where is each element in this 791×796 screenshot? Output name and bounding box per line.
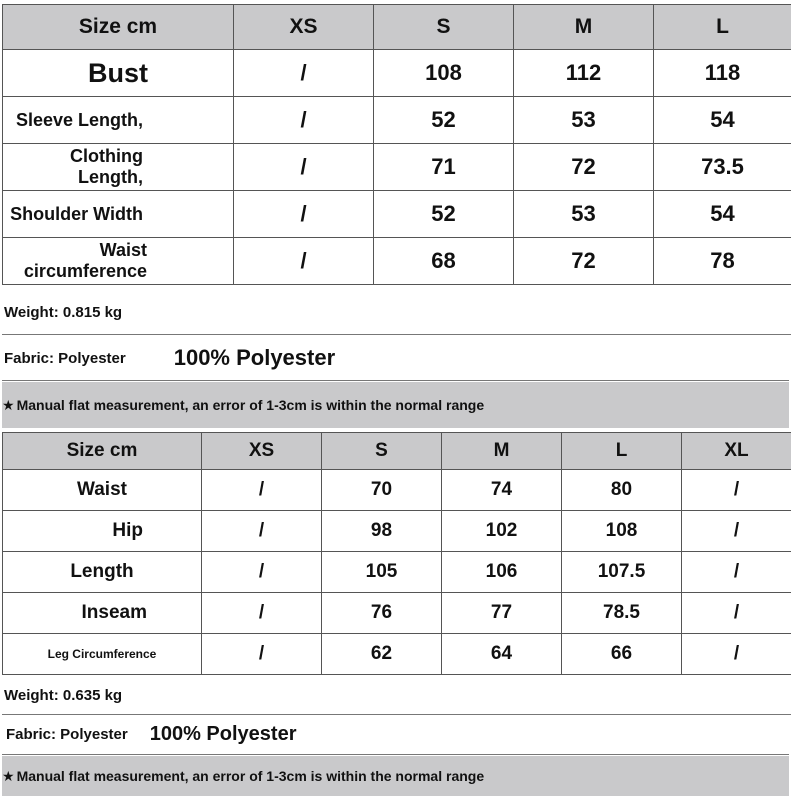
table-cell: 76 [322, 593, 442, 634]
header-cell: XS [234, 5, 374, 50]
table-row [3, 634, 791, 675]
table-row [3, 593, 791, 634]
table-cell: 73.5 [654, 144, 791, 191]
table-cell: 74 [442, 470, 562, 511]
table-row [3, 552, 791, 593]
table-cell: 53 [514, 97, 654, 144]
header-cell: L [654, 5, 791, 50]
row-label: Waist circumference [3, 238, 234, 285]
table-cell: / [202, 470, 322, 511]
header-cell: XL [682, 433, 791, 470]
table-cell: / [682, 470, 791, 511]
fabric-value: 100% Polyester [149, 722, 297, 745]
row-label: Shoulder Width [3, 191, 234, 238]
table-cell: 106 [442, 552, 562, 593]
table-cell: / [682, 552, 791, 593]
bottom-size-table [2, 432, 791, 675]
table-cell: 52 [374, 97, 514, 144]
table-cell: 77 [442, 593, 562, 634]
table-cell: 70 [322, 470, 442, 511]
table-row [3, 50, 791, 97]
table-cell: 72 [514, 144, 654, 191]
top-size-table [2, 4, 791, 285]
table-cell: 118 [654, 50, 791, 97]
note-text: Manual flat measurement, an error of 1-3cm is within the normal range [16, 768, 485, 784]
header-cell: M [442, 433, 562, 470]
row-label: Leg Circumference [3, 634, 202, 675]
row-label: Hip [3, 511, 202, 552]
table-cell: / [234, 50, 374, 97]
header-cell: M [514, 5, 654, 50]
bottom-weight: Weight: 0.635 kg [2, 676, 791, 715]
table-cell: 62 [322, 634, 442, 675]
table-cell: 98 [322, 511, 442, 552]
table-cell: / [682, 593, 791, 634]
table-cell: / [682, 634, 791, 675]
header-cell: L [562, 433, 682, 470]
header-cell: XS [202, 433, 322, 470]
table-cell: 66 [562, 634, 682, 675]
row-label: Bust [3, 50, 234, 97]
header-cell: S [374, 5, 514, 50]
table-cell: 108 [562, 511, 682, 552]
table-cell: 52 [374, 191, 514, 238]
fabric-label: Fabric: Polyester [6, 725, 128, 743]
table-row [3, 97, 791, 144]
table-cell: 102 [442, 511, 562, 552]
top-fabric-line [2, 336, 789, 381]
header-cell: Size cm [3, 5, 234, 50]
table-row [3, 470, 791, 511]
table-cell: 80 [562, 470, 682, 511]
row-label: Waist [3, 470, 202, 511]
header-cell: Size cm [3, 433, 202, 470]
table-cell: 107.5 [562, 552, 682, 593]
table-cell: / [202, 634, 322, 675]
table-cell: / [234, 238, 374, 285]
table-cell: 54 [654, 191, 791, 238]
table-cell: / [682, 511, 791, 552]
table-cell: 78.5 [562, 593, 682, 634]
table-cell: 68 [374, 238, 514, 285]
table-row [3, 144, 791, 191]
table-cell: 105 [322, 552, 442, 593]
star-icon: ★ [2, 767, 15, 784]
header-cell: S [322, 433, 442, 470]
table-cell: 64 [442, 634, 562, 675]
table-cell: 71 [374, 144, 514, 191]
row-label: Clothing Length, [3, 144, 234, 191]
table-cell: 54 [654, 97, 791, 144]
table-row [3, 238, 791, 285]
fabric-value: 100% Polyester [173, 345, 336, 370]
table-header-row [3, 433, 791, 470]
table-cell: 112 [514, 50, 654, 97]
table-cell: / [202, 511, 322, 552]
bottom-measurement-note [2, 756, 789, 796]
table-cell: / [202, 593, 322, 634]
table-cell: / [234, 144, 374, 191]
table-cell: 53 [514, 191, 654, 238]
top-weight: Weight: 0.815 kg [2, 290, 791, 335]
top-measurement-note [2, 382, 789, 428]
table-cell: 78 [654, 238, 791, 285]
fabric-label: Fabric: Polyester [4, 349, 126, 367]
row-label: Sleeve Length, [3, 97, 234, 144]
row-label: Inseam [3, 593, 202, 634]
table-cell: 108 [374, 50, 514, 97]
table-cell: 72 [514, 238, 654, 285]
bottom-fabric-line [2, 714, 789, 755]
table-cell: / [234, 191, 374, 238]
table-header-row [3, 5, 791, 50]
star-icon: ★ [2, 396, 15, 413]
row-label: Length [3, 552, 202, 593]
note-text: Manual flat measurement, an error of 1-3cm is within the normal range [16, 397, 485, 413]
table-cell: / [234, 97, 374, 144]
table-row [3, 511, 791, 552]
table-cell: / [202, 552, 322, 593]
table-row [3, 191, 791, 238]
